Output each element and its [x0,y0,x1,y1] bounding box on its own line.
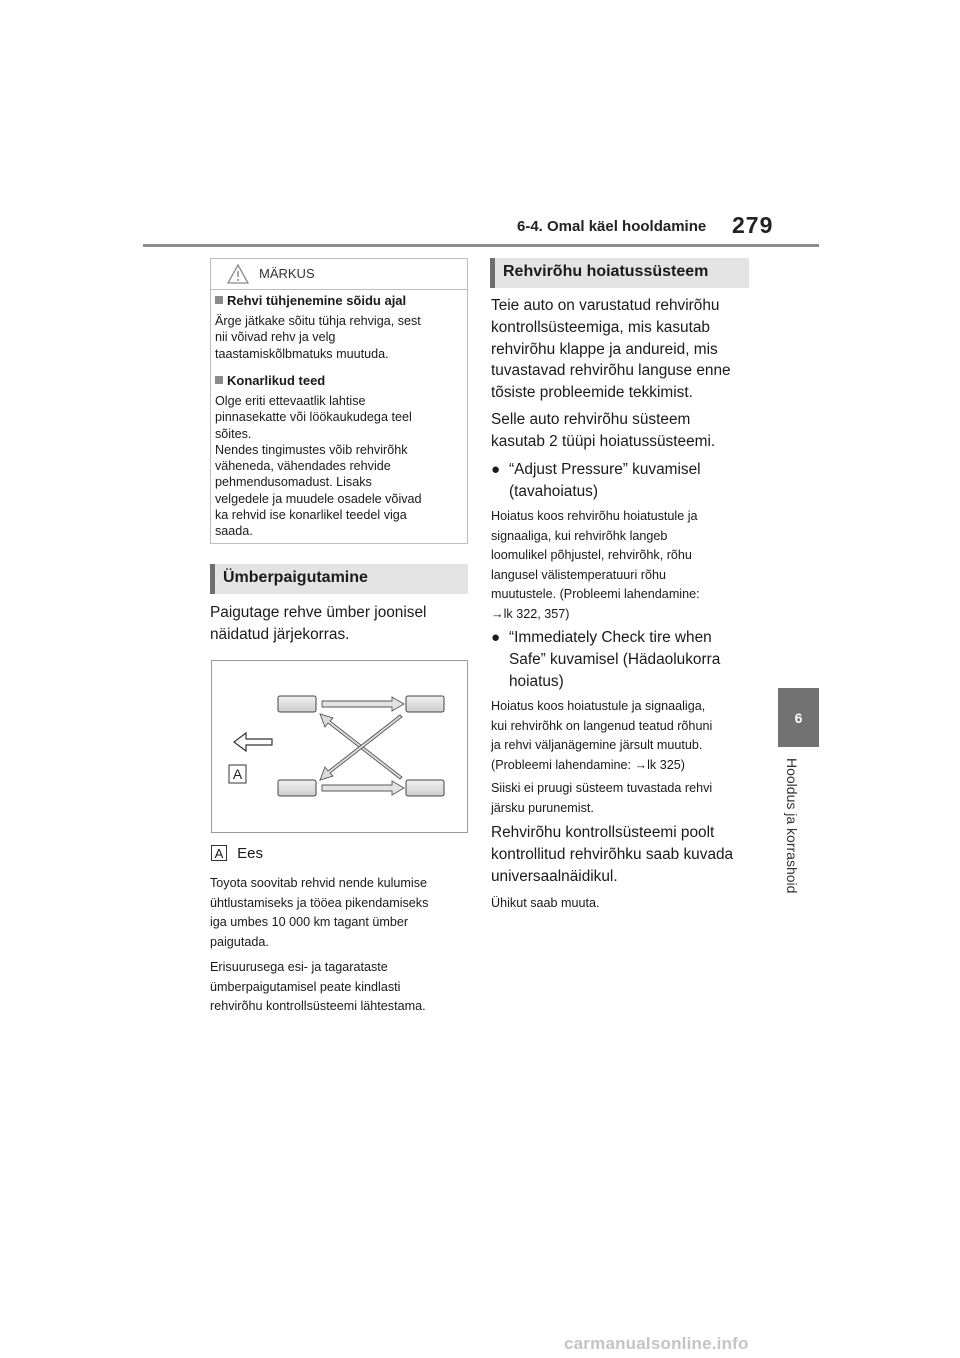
watermark: carmanualsonline.info [564,1334,749,1353]
chapter-side-label [784,758,814,918]
warning-triangle-icon [227,264,249,284]
square-bullet-icon [215,296,223,304]
warning-display-text: Rehvirõhu kontrollsüsteemi poolt kontrollitud rehvirõhku saab kuvada universaalnäidikul. [491,824,734,885]
notice-label: MÄRKUS [259,266,315,281]
rotation-note-reset: Erisuurusega esi- ja tagarataste ümberpaigutamisel peate kindlasti rehvirõhu kontrollsüsteemi lähtestama. [210,960,426,1013]
square-bullet-icon [215,376,223,384]
legend-label-a: A [211,845,227,861]
legend-text: Ees [237,845,264,862]
notice-body-flat-tire: Ärge jätkake sõitu tühja rehviga, sest nii võivad rehv ja velg taastamiskõlbmatuks muutuda. [215,314,421,361]
notice-heading-flat-tire: Rehvi tühjenemine sõidu ajal [215,293,406,308]
arrow-rear-left-to-rear-right-icon [322,781,404,795]
bullet-adjust-pressure-desc: Hoiatus koos rehvirõhu hoiatustule ja signaaliga, kui rehvirõhk langeb loomulikel põhjustel, rehvirõhk, rõhu langusel välistemperatuuri rõhu muutustele. (Probleemi lahendamine: →lk 322, 357) [491,509,700,621]
chapter-number: 6 [794,709,803,726]
notice-box [210,258,468,544]
section-heading-rotation: Ümberpaigutamine [210,564,468,594]
diagram-legend [211,845,263,862]
arrow-front-left-to-front-right-icon [322,697,404,711]
chapter-tab [778,688,819,747]
warning-types: Selle auto rehvirõhu süsteem kasutab 2 tüüpi hoiatussüsteemi. [491,411,716,450]
notice-body-rough-roads: Olge eriti ettevaatlik lahtise pinnasekatte või löökaukudega teel sõites. Nendes tingimustes võib rehvirõhk väheneda, vähendades rehvide pehmendusomadust. Lisaks velgedele ja muudele osadele võivad ka rehvid ise konarlikel teedel viga saada. [215,394,422,539]
rear-right-tire [406,780,444,796]
bullet-dot-icon: ● [491,461,501,478]
chapter-title: Hooldus ja korrashoid [784,758,800,894]
rotation-intro: Paigutage rehve ümber joonisel näidatud järjekorras. [210,604,427,643]
bullet-adjust-pressure: ● “Adjust Pressure” kuvamisel (tavahoiatus) [491,461,701,500]
notice-heading-rough-roads: Konarlikud teed [215,373,325,388]
rear-left-tire [278,780,316,796]
notice-header [211,259,467,290]
bullet-dot-icon: ● [491,629,501,646]
header-divider [143,244,819,247]
front-right-tire [406,696,444,712]
front-left-tire [278,696,316,712]
warning-intro: Teie auto on varustatud rehvirõhu kontrollsüsteemiga, mis kasutab rehvirõhu klappe ja andureid, mis tuvastavad rehvirõhu languse enne tõsiste probleemide tekkimist. [491,297,731,402]
bullet-immediately-check-desc: Hoiatus koos hoiatustule ja signaaliga, kui rehvirõhk on langenud teatud rõhuni ja rehvi väljanägemine järsult muutub. (Probleemi lahendamine: →lk 325) [491,699,713,772]
bullet-immediately-check: ● “Immediately Check tire when Safe” kuvamisel (Hädaolukorra hoiatus) [491,629,721,690]
unit-change-note: Ühikut saab muuta. [491,896,600,910]
section-heading-warning-system: Rehvirõhu hoiatussüsteem [490,258,749,288]
rotation-note-interval: Toyota soovitab rehvid nende kulumise ühtlustamiseks ja tööea pikendamiseks iga umbes 10 000 km tagant ümber paigutada. [210,876,429,949]
diagram-label-a: A [232,766,243,782]
tire-rotation-diagram [211,660,468,833]
page-number: 279 [732,212,774,238]
warning-limitation-note: Siiski ei pruugi süsteem tuvastada rehvi järsku purunemist. [491,781,713,815]
rotation-diagram-graphic [212,661,469,834]
section-title: 6-4. Omal käel hooldamine [517,218,707,235]
front-direction-arrow-icon [234,733,272,751]
